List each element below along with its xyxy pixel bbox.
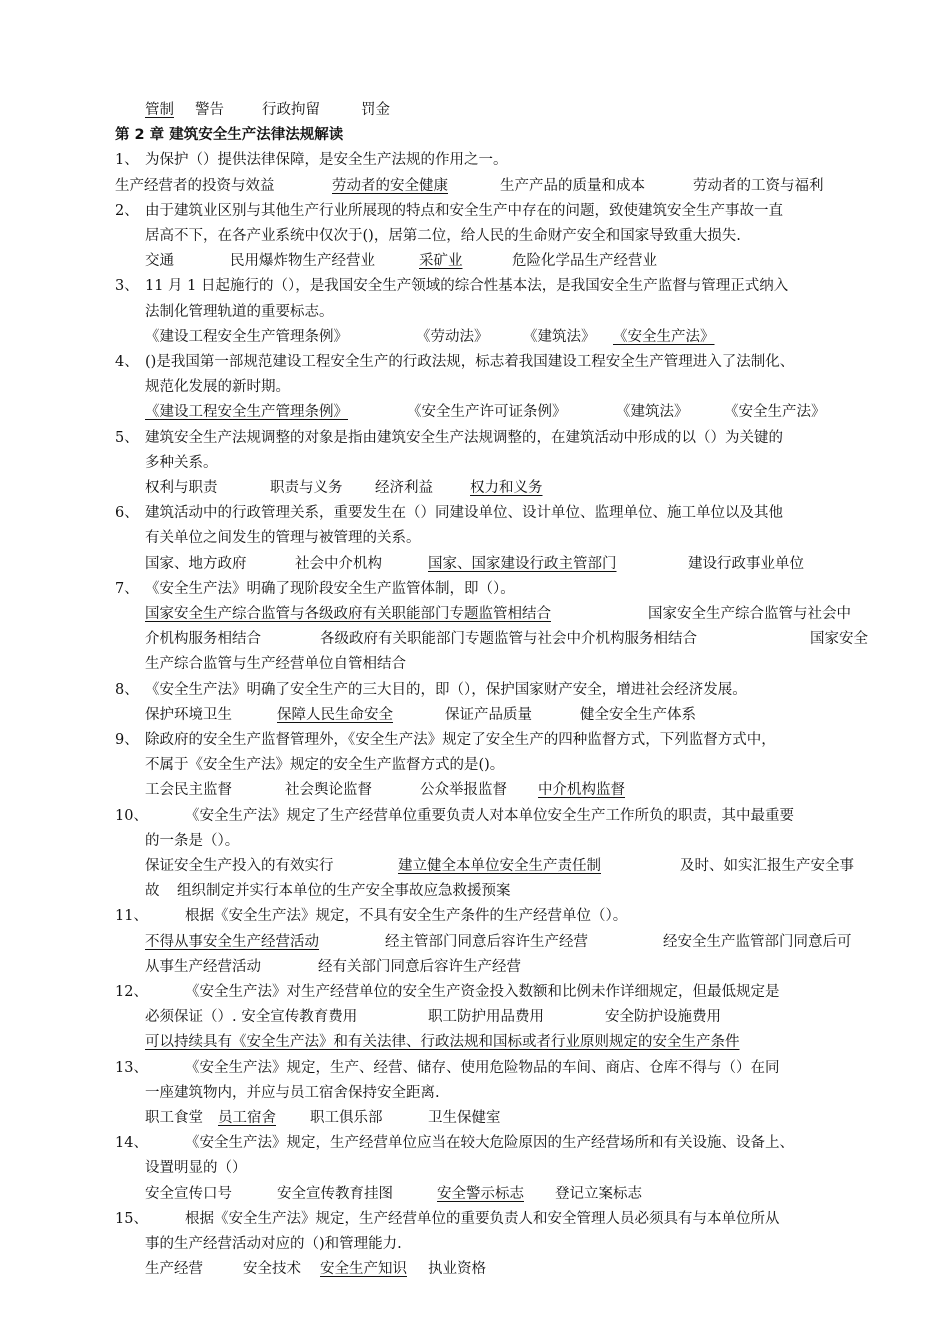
text-segment: 公众举报监督 xyxy=(420,782,507,798)
answer-option-underlined: 建立健全本单位安全生产责任制 xyxy=(398,858,601,874)
answer-option-underlined: 劳动者的安全健康 xyxy=(332,178,448,194)
text-segment: 《安全生产法》明确了现阶段安全生产监管体制，即（）。 xyxy=(145,581,515,597)
text-segment: 建筑活动中的行政管理关系，重要发生在（）同建设单位、设计单位、监理单位、施工单位以及其他 xyxy=(145,505,783,521)
answer-option-underlined: 权力和义务 xyxy=(470,480,543,496)
text-segment: 社会中介机构 xyxy=(295,556,382,572)
text-segment: 介机构服务相结合 xyxy=(145,631,261,647)
text-segment: 《劳动法》 xyxy=(416,329,489,345)
text-segment: 安全宣传教育挂图 xyxy=(277,1186,393,1202)
answer-option-underlined: 管制 xyxy=(145,102,174,118)
text-segment: 13、 xyxy=(115,1060,148,1076)
answer-option-underlined: 安全警示标志 xyxy=(437,1186,524,1202)
text-segment: 《安全生产法》规定，生产经营单位应当在较大危险原因的生产经营场所和有关设施、设备上、 xyxy=(185,1135,794,1151)
text-segment: 9、 xyxy=(115,732,139,748)
text-segment: 警告 xyxy=(195,102,224,118)
text-segment: 劳动者的工资与福利 xyxy=(693,178,824,194)
text-segment: 国家、地方政府 xyxy=(145,556,247,572)
text-segment: 法制化管理轨道的重要标志。 xyxy=(145,304,334,320)
text-segment: 国家安全生产综合监管与社会中 xyxy=(648,606,851,622)
text-segment: 《安全生产法》 xyxy=(724,404,826,420)
text-segment: 民用爆炸物生产经营业 xyxy=(230,253,375,269)
answer-option-underlined: 不得从事安全生产经营活动 xyxy=(145,934,319,950)
text-segment: 11 月 1 日起施行的（），是我国安全生产领域的综合性基本法，是我国安全生产监督与管理正式纳入 xyxy=(145,278,789,294)
text-segment: 健全安全生产体系 xyxy=(580,707,696,723)
text-segment: 第 2 章 建筑安全生产法律法规解读 xyxy=(115,127,344,143)
text-segment: 1、 xyxy=(115,152,139,168)
text-segment: 权利与职责 xyxy=(145,480,218,496)
text-segment: 的一条是（）。 xyxy=(145,833,240,849)
answer-option-underlined: 可以持续具有《安全生产法》和有关法律、行政法规和国标或者行业原则规定的安全生产条件 xyxy=(145,1034,740,1050)
text-segment: 根据《安全生产法》规定，不具有安全生产条件的生产经营单位（）。 xyxy=(185,908,628,924)
text-segment: 登记立案标志 xyxy=(555,1186,642,1202)
text-segment: 工会民主监督 xyxy=(145,782,232,798)
answer-option-underlined: 采矿业 xyxy=(419,253,463,269)
text-segment: 国家安全 xyxy=(810,631,868,647)
text-segment: ()是我国第一部规范建设工程安全生产的行政法规，标志着我国建设工程安全生产管理进入了法制化、 xyxy=(145,354,795,370)
text-segment: 各级政府有关职能部门专题监管与社会中介机构服务相结合 xyxy=(320,631,697,647)
text-segment: 职工防护用品费用 xyxy=(428,1009,544,1025)
text-segment: 社会舆论监督 xyxy=(285,782,372,798)
text-segment: 《安全生产许可证条例》 xyxy=(407,404,567,420)
text-segment: 7、 xyxy=(115,581,139,597)
text-segment: 生产产品的质量和成本 xyxy=(500,178,645,194)
text-segment: 14、 xyxy=(115,1135,148,1151)
text-segment: 职责与义务 xyxy=(270,480,343,496)
text-segment: 设置明显的（） xyxy=(145,1160,247,1176)
answer-option-underlined: 国家安全生产综合监管与各级政府有关职能部门专题监管相结合 xyxy=(145,606,551,622)
text-segment: 经安全生产监管部门同意后可 xyxy=(663,934,852,950)
text-segment: 8、 xyxy=(115,682,139,698)
text-segment: 5、 xyxy=(115,430,139,446)
text-segment: 《建设工程安全生产管理条例》 xyxy=(145,329,348,345)
answer-option-underlined: 国家、国家建设行政主管部门 xyxy=(428,556,617,572)
text-segment: 不属于《安全生产法》规定的安全生产监督方式的是()。 xyxy=(145,757,505,773)
text-segment: 《安全生产法》对生产经营单位的安全生产资金投入数额和比例未作详细规定，但最低规定是 xyxy=(185,984,780,1000)
text-segment: 安全技术 xyxy=(243,1261,301,1277)
text-segment: 多种关系。 xyxy=(145,455,218,471)
text-segment: 故 xyxy=(145,883,160,899)
text-segment: 事的生产经营活动对应的（)和管理能力. xyxy=(145,1236,402,1252)
answer-option-underlined: 《安全生产法》 xyxy=(613,329,715,345)
text-segment: 12、 xyxy=(115,984,148,1000)
text-segment: 危险化学品生产经营业 xyxy=(512,253,657,269)
text-segment: 经主管部门同意后容许生产经营 xyxy=(385,934,588,950)
text-segment: 生产经营者的投资与效益 xyxy=(115,178,275,194)
text-segment: 卫生保健室 xyxy=(428,1110,501,1126)
text-segment: 建筑安全生产法规调整的对象是指由建筑安全生产法规调整的，在建筑活动中形成的以（）为关键的 xyxy=(145,430,783,446)
text-segment: 及时、如实汇报生产安全事 xyxy=(680,858,854,874)
text-segment: 经有关部门同意后容许生产经营 xyxy=(318,959,521,975)
text-segment: 必须保证（）. 安全宣传教育费用 xyxy=(145,1009,358,1025)
text-segment: 2、 xyxy=(115,203,139,219)
text-segment: 保护环境卫生 xyxy=(145,707,232,723)
answer-option-underlined: 中介机构监督 xyxy=(538,782,625,798)
text-segment: 职工食堂 xyxy=(145,1110,203,1126)
text-segment: 罚金 xyxy=(361,102,390,118)
text-segment: 4、 xyxy=(115,354,139,370)
text-segment: 一座建筑物内，并应与员工宿舍保持安全距离. xyxy=(145,1085,440,1101)
text-segment: 交通 xyxy=(145,253,174,269)
text-segment: 安全防护设施费用 xyxy=(605,1009,721,1025)
text-segment: 3、 xyxy=(115,278,139,294)
answer-option-underlined: 员工宿舍 xyxy=(218,1110,276,1126)
text-segment: 经济利益 xyxy=(375,480,433,496)
text-segment: 《安全生产法》明确了安全生产的三大目的，即（），保护国家财产安全，增进社会经济发展。 xyxy=(145,682,747,698)
text-segment: 《安全生产法》规定了生产经营单位重要负责人对本单位安全生产工作所负的职责，其中最重要 xyxy=(185,808,794,824)
text-segment: 除政府的安全生产监督管理外，《安全生产法》规定了安全生产的四种监督方式，下列监督方式中， xyxy=(145,732,776,748)
text-segment: 居高不下，在各产业系统中仅次于()，居第二位，给人民的生命财产安全和国家导致重大损失. xyxy=(145,228,741,244)
text-segment: 《安全生产法》规定，生产、经营、储存、使用危险物品的车间、商店、仓库不得与（）在同 xyxy=(185,1060,780,1076)
text-segment: 有关单位之间发生的管理与被管理的关系。 xyxy=(145,530,421,546)
text-segment: 《建筑法》 xyxy=(616,404,689,420)
text-segment: 6、 xyxy=(115,505,139,521)
text-segment: 建设行政事业单位 xyxy=(688,556,804,572)
answer-option-underlined: 安全生产知识 xyxy=(320,1261,407,1277)
text-segment: 行政拘留 xyxy=(262,102,320,118)
text-segment: 由于建筑业区别与其他生产行业所展现的特点和安全生产中存在的问题，致使建筑安全生产事故一直 xyxy=(145,203,783,219)
text-segment: 生产经营 xyxy=(145,1261,203,1277)
text-segment: 从事生产经营活动 xyxy=(145,959,261,975)
text-segment: 11、 xyxy=(115,908,148,924)
text-segment: 规范化发展的新时期。 xyxy=(145,379,290,395)
text-segment: 为保护（）提供法律保障，是安全生产法规的作用之一。 xyxy=(145,152,508,168)
text-segment: 《建筑法》 xyxy=(523,329,596,345)
answer-option-underlined: 《建设工程安全生产管理条例》 xyxy=(145,404,348,420)
text-segment: 执业资格 xyxy=(428,1261,486,1277)
text-segment: 职工俱乐部 xyxy=(310,1110,383,1126)
text-segment: 15、 xyxy=(115,1211,148,1227)
text-segment: 10、 xyxy=(115,808,148,824)
text-segment: 保证安全生产投入的有效实行 xyxy=(145,858,334,874)
text-segment: 生产综合监管与生产经营单位自管相结合 xyxy=(145,656,406,672)
text-segment: 保证产品质量 xyxy=(445,707,532,723)
text-segment: 根据《安全生产法》规定，生产经营单位的重要负责人和安全管理人员必须具有与本单位所从 xyxy=(185,1211,780,1227)
answer-option-underlined: 保障人民生命安全 xyxy=(277,707,393,723)
text-segment: 组织制定并实行本单位的生产安全事故应急救援预案 xyxy=(177,883,511,899)
text-segment: 安全宣传口号 xyxy=(145,1186,232,1202)
